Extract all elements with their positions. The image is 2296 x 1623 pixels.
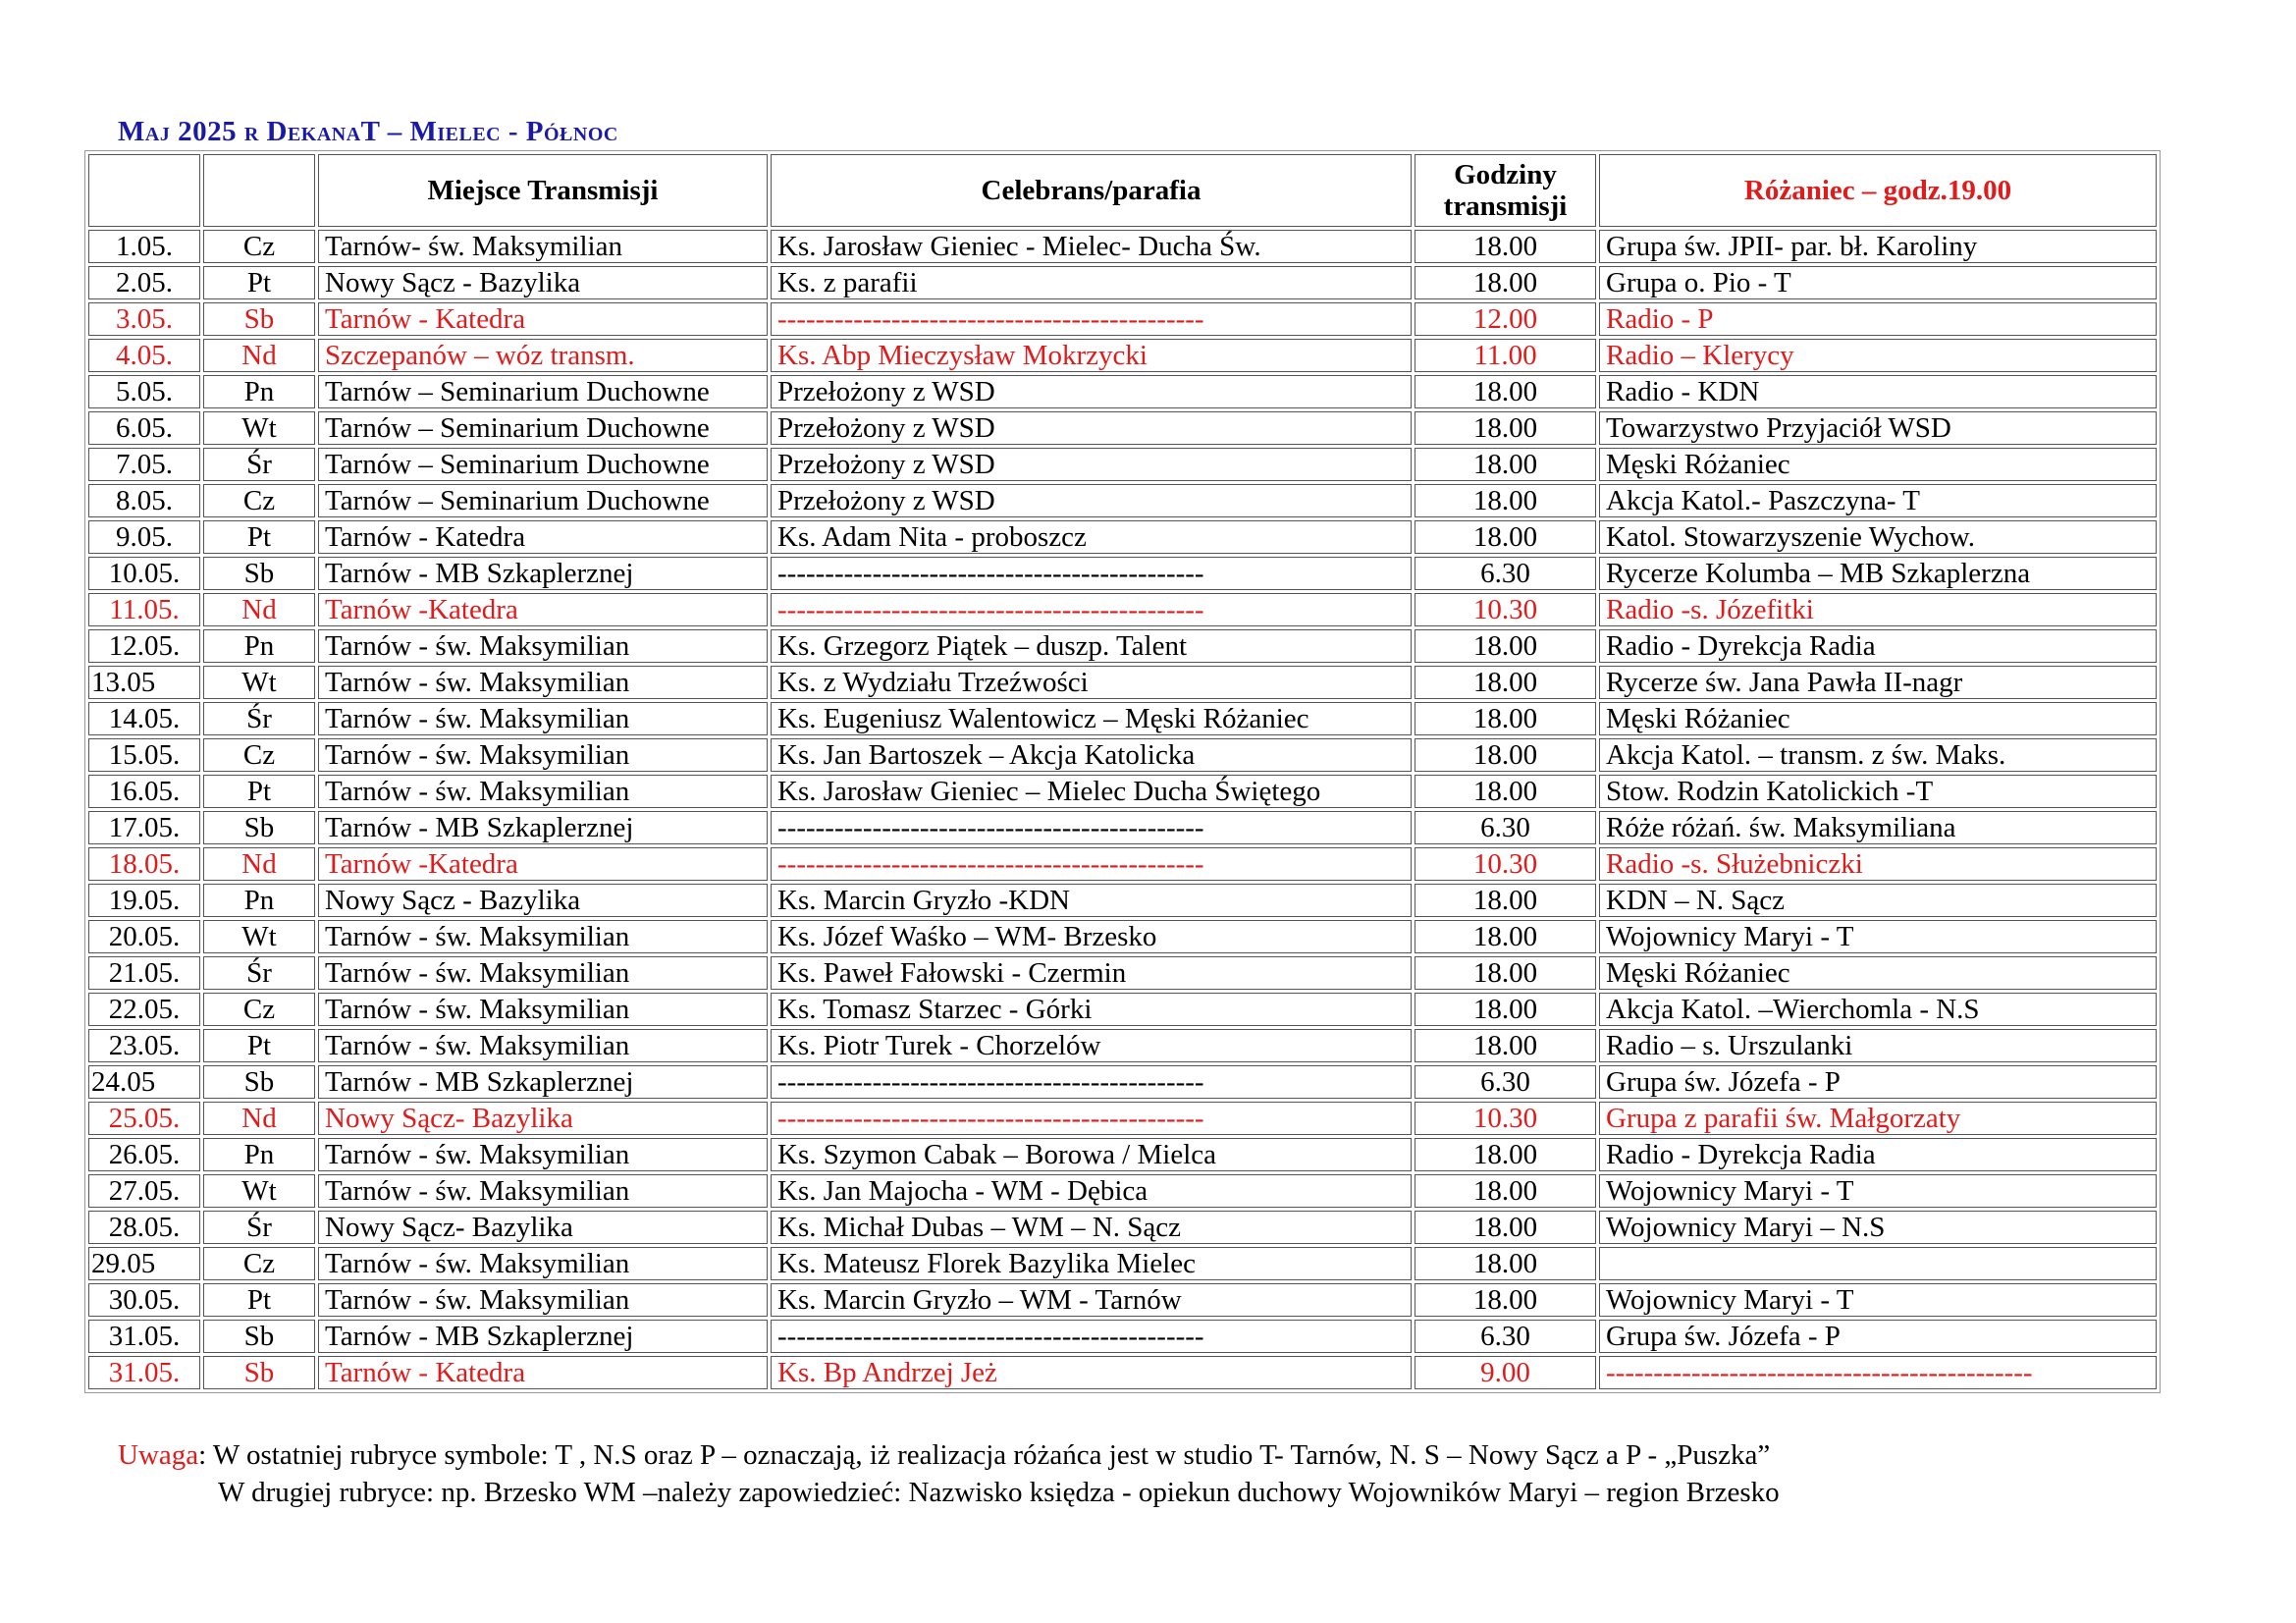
table-row: [88, 375, 2157, 408]
cell-date: 21.05.: [88, 956, 200, 990]
cell-day: Nd: [203, 593, 315, 626]
table-row: [88, 629, 2157, 663]
cell-day: Pt: [203, 520, 315, 554]
cell-time: 18.00: [1415, 520, 1596, 554]
cell-time: 18.00: [1415, 1174, 1596, 1208]
cell-time: 9.00: [1415, 1356, 1596, 1389]
cell-rosary: Radio – s. Urszulanki: [1599, 1029, 2157, 1062]
cell-date: 12.05.: [88, 629, 200, 663]
table-row: [88, 411, 2157, 445]
footnote-line-2: W drugiej rubryce: np. Brzesko WM –należy zapowiedzieć: Nazwisko księdza - opiekun duchowy Wojowników Maryi – region Brzesko: [218, 1477, 1780, 1508]
cell-date: 17.05.: [88, 811, 200, 844]
table-row: [88, 302, 2157, 336]
header-celebrant: Celebrans/parafia: [771, 154, 1412, 227]
table-row: [88, 956, 2157, 990]
cell-place: Tarnów - św. Maksymilian: [318, 1174, 768, 1208]
cell-rosary: Grupa św. Józefa - P: [1599, 1065, 2157, 1099]
cell-place: Tarnów – Seminarium Duchowne: [318, 411, 768, 445]
cell-time: 18.00: [1415, 266, 1596, 299]
cell-day: Wt: [203, 920, 315, 953]
cell-time: 18.00: [1415, 1247, 1596, 1280]
cell-day: Pn: [203, 375, 315, 408]
table-row: [88, 1065, 2157, 1099]
cell-rosary: Akcja Katol. –Wierchomla - N.S: [1599, 993, 2157, 1026]
cell-time: 18.00: [1415, 884, 1596, 917]
schedule-table: [84, 150, 2161, 1393]
cell-date: 25.05.: [88, 1102, 200, 1135]
cell-rosary: Rycerze św. Jana Pawła II-nagr: [1599, 666, 2157, 699]
cell-rosary: Grupa o. Pio - T: [1599, 266, 2157, 299]
cell-celebrant: ---------------------------------------------: [771, 1320, 1412, 1353]
cell-day: Pt: [203, 1283, 315, 1317]
table-header-row: [88, 154, 2157, 227]
cell-day: Nd: [203, 1102, 315, 1135]
cell-rosary: Akcja Katol. – transm. z św. Maks.: [1599, 738, 2157, 772]
cell-place: Tarnów - św. Maksymilian: [318, 956, 768, 990]
page-title: Maj 2025 r DekanaT – Mielec - Północ: [118, 116, 618, 147]
cell-rosary: Róże różań. św. Maksymiliana: [1599, 811, 2157, 844]
cell-time: 18.00: [1415, 775, 1596, 808]
cell-celebrant: Ks. Marcin Gryzło -KDN: [771, 884, 1412, 917]
table-row: [88, 230, 2157, 263]
cell-rosary: Wojownicy Maryi - T: [1599, 920, 2157, 953]
cell-rosary: Grupa św. JPII- par. bł. Karoliny: [1599, 230, 2157, 263]
cell-rosary: Męski Różaniec: [1599, 448, 2157, 481]
cell-place: Tarnów - św. Maksymilian: [318, 702, 768, 735]
table-row: [88, 520, 2157, 554]
table-row: [88, 266, 2157, 299]
cell-time: 18.00: [1415, 702, 1596, 735]
cell-place: Tarnów – Seminarium Duchowne: [318, 448, 768, 481]
cell-rosary: Grupa z parafii św. Małgorzaty: [1599, 1102, 2157, 1135]
cell-rosary: Radio - KDN: [1599, 375, 2157, 408]
table-row: [88, 993, 2157, 1026]
table-row: [88, 448, 2157, 481]
cell-celebrant: Ks. Adam Nita - proboszcz: [771, 520, 1412, 554]
cell-rosary: Towarzystwo Przyjaciół WSD: [1599, 411, 2157, 445]
cell-time: 11.00: [1415, 339, 1596, 372]
cell-place: Tarnów -Katedra: [318, 593, 768, 626]
cell-celebrant: Ks. Jarosław Gieniec – Mielec Ducha Świętego: [771, 775, 1412, 808]
cell-time: 18.00: [1415, 993, 1596, 1026]
cell-celebrant: Ks. Abp Mieczysław Mokrzycki: [771, 339, 1412, 372]
cell-date: 23.05.: [88, 1029, 200, 1062]
cell-place: Tarnów - MB Szkaplerznej: [318, 811, 768, 844]
cell-date: 16.05.: [88, 775, 200, 808]
cell-place: Tarnów - św. Maksymilian: [318, 1283, 768, 1317]
cell-celebrant: Ks. Piotr Turek - Chorzelów: [771, 1029, 1412, 1062]
cell-date: 18.05.: [88, 847, 200, 881]
cell-celebrant: Ks. Bp Andrzej Jeż: [771, 1356, 1412, 1389]
cell-celebrant: ---------------------------------------------: [771, 302, 1412, 336]
cell-place: Tarnów - MB Szkaplerznej: [318, 1320, 768, 1353]
cell-day: Pt: [203, 775, 315, 808]
cell-rosary: [1599, 1247, 2157, 1280]
cell-date: 24.05: [88, 1065, 200, 1099]
cell-date: 27.05.: [88, 1174, 200, 1208]
cell-rosary: KDN – N. Sącz: [1599, 884, 2157, 917]
cell-place: Nowy Sącz- Bazylika: [318, 1102, 768, 1135]
cell-date: 15.05.: [88, 738, 200, 772]
cell-place: Tarnów - św. Maksymilian: [318, 1138, 768, 1171]
cell-date: 10.05.: [88, 557, 200, 590]
footnote-text-1: : W ostatniej rubryce symbole: T , N.S oraz P – oznaczają, iż realizacja różańca jest w studio T- Tarnów, N. S – Nowy Sącz a P - „Puszka”: [198, 1439, 1771, 1471]
cell-day: Cz: [203, 484, 315, 517]
cell-date: 30.05.: [88, 1283, 200, 1317]
cell-time: 6.30: [1415, 811, 1596, 844]
cell-time: 6.30: [1415, 1320, 1596, 1353]
cell-time: 6.30: [1415, 557, 1596, 590]
cell-place: Tarnów - Katedra: [318, 302, 768, 336]
table-row: [88, 1174, 2157, 1208]
cell-place: Tarnów - św. Maksymilian: [318, 738, 768, 772]
cell-place: Tarnów - MB Szkaplerznej: [318, 1065, 768, 1099]
header-date: [88, 154, 200, 227]
cell-celebrant: Przełożony z WSD: [771, 484, 1412, 517]
cell-celebrant: Przełożony z WSD: [771, 411, 1412, 445]
cell-time: 18.00: [1415, 448, 1596, 481]
table-row: [88, 1320, 2157, 1353]
cell-celebrant: Ks. Marcin Gryzło – WM - Tarnów: [771, 1283, 1412, 1317]
cell-day: Wt: [203, 666, 315, 699]
table-row: [88, 339, 2157, 372]
cell-celebrant: Ks. Szymon Cabak – Borowa / Mielca: [771, 1138, 1412, 1171]
table-row: [88, 593, 2157, 626]
cell-day: Śr: [203, 448, 315, 481]
cell-day: Sb: [203, 557, 315, 590]
cell-celebrant: ---------------------------------------------: [771, 847, 1412, 881]
cell-day: Śr: [203, 1211, 315, 1244]
cell-time: 18.00: [1415, 738, 1596, 772]
cell-date: 1.05.: [88, 230, 200, 263]
cell-place: Tarnów - św. Maksymilian: [318, 775, 768, 808]
cell-time: 18.00: [1415, 375, 1596, 408]
cell-time: 6.30: [1415, 1065, 1596, 1099]
cell-time: 18.00: [1415, 666, 1596, 699]
header-day: [203, 154, 315, 227]
cell-place: Nowy Sącz - Bazylika: [318, 884, 768, 917]
cell-place: Tarnów - św. Maksymilian: [318, 1247, 768, 1280]
cell-date: 11.05.: [88, 593, 200, 626]
cell-day: Cz: [203, 993, 315, 1026]
table-row: [88, 1356, 2157, 1389]
cell-day: Nd: [203, 847, 315, 881]
cell-rosary: Wojownicy Maryi – N.S: [1599, 1211, 2157, 1244]
cell-place: Tarnów - MB Szkaplerznej: [318, 557, 768, 590]
cell-place: Tarnów – Seminarium Duchowne: [318, 375, 768, 408]
cell-celebrant: Ks. Jarosław Gieniec - Mielec- Ducha Św.: [771, 230, 1412, 263]
cell-day: Sb: [203, 302, 315, 336]
cell-day: Cz: [203, 230, 315, 263]
cell-time: 10.30: [1415, 1102, 1596, 1135]
header-place: Miejsce Transmisji: [318, 154, 768, 227]
cell-time: 18.00: [1415, 1211, 1596, 1244]
cell-place: Nowy Sącz- Bazylika: [318, 1211, 768, 1244]
cell-place: Tarnów - św. Maksymilian: [318, 666, 768, 699]
table-row: [88, 1102, 2157, 1135]
cell-celebrant: Ks. Michał Dubas – WM – N. Sącz: [771, 1211, 1412, 1244]
table-row: [88, 811, 2157, 844]
cell-date: 9.05.: [88, 520, 200, 554]
cell-time: 18.00: [1415, 1283, 1596, 1317]
cell-day: Wt: [203, 411, 315, 445]
cell-rosary: Radio - P: [1599, 302, 2157, 336]
cell-rosary: Katol. Stowarzyszenie Wychow.: [1599, 520, 2157, 554]
cell-date: 28.05.: [88, 1211, 200, 1244]
cell-celebrant: Ks. Józef Waśko – WM- Brzesko: [771, 920, 1412, 953]
cell-place: Tarnów - św. Maksymilian: [318, 1029, 768, 1062]
cell-rosary: Męski Różaniec: [1599, 956, 2157, 990]
cell-celebrant: Przełożony z WSD: [771, 448, 1412, 481]
cell-date: 22.05.: [88, 993, 200, 1026]
cell-place: Tarnów -Katedra: [318, 847, 768, 881]
table-row: [88, 702, 2157, 735]
cell-date: 2.05.: [88, 266, 200, 299]
cell-date: 7.05.: [88, 448, 200, 481]
cell-time: 18.00: [1415, 230, 1596, 263]
cell-place: Tarnów - św. Maksymilian: [318, 920, 768, 953]
cell-celebrant: ---------------------------------------------: [771, 1065, 1412, 1099]
cell-celebrant: ---------------------------------------------: [771, 811, 1412, 844]
table-row: [88, 775, 2157, 808]
cell-rosary: Radio -s. Józefitki: [1599, 593, 2157, 626]
cell-day: Śr: [203, 956, 315, 990]
cell-date: 20.05.: [88, 920, 200, 953]
cell-celebrant: Ks. Eugeniusz Walentowicz – Męski Różaniec: [771, 702, 1412, 735]
table-row: [88, 1138, 2157, 1171]
cell-date: 14.05.: [88, 702, 200, 735]
cell-rosary: Rycerze Kolumba – MB Szkaplerzna: [1599, 557, 2157, 590]
cell-date: 5.05.: [88, 375, 200, 408]
header-rosary: Różaniec – godz.19.00: [1599, 154, 2157, 227]
table-row: [88, 666, 2157, 699]
cell-date: 26.05.: [88, 1138, 200, 1171]
cell-time: 10.30: [1415, 593, 1596, 626]
cell-place: Tarnów - św. Maksymilian: [318, 993, 768, 1026]
cell-rosary: ---------------------------------------------: [1599, 1356, 2157, 1389]
cell-date: 29.05: [88, 1247, 200, 1280]
cell-rosary: Akcja Katol.- Paszczyna- T: [1599, 484, 2157, 517]
cell-day: Cz: [203, 738, 315, 772]
table-row: [88, 738, 2157, 772]
cell-place: Tarnów - św. Maksymilian: [318, 629, 768, 663]
cell-celebrant: Ks. z parafii: [771, 266, 1412, 299]
table-row: [88, 484, 2157, 517]
table-row: [88, 1029, 2157, 1062]
cell-day: Pn: [203, 629, 315, 663]
cell-rosary: Wojownicy Maryi - T: [1599, 1283, 2157, 1317]
cell-rosary: Radio – Klerycy: [1599, 339, 2157, 372]
cell-date: 31.05.: [88, 1320, 200, 1353]
cell-rosary: Radio - Dyrekcja Radia: [1599, 1138, 2157, 1171]
cell-celebrant: Ks. Jan Majocha - WM - Dębica: [771, 1174, 1412, 1208]
footnote-line-1: [118, 1439, 1770, 1472]
cell-rosary: Grupa św. Józefa - P: [1599, 1320, 2157, 1353]
cell-day: Pt: [203, 266, 315, 299]
cell-time: 18.00: [1415, 484, 1596, 517]
cell-time: 18.00: [1415, 956, 1596, 990]
cell-place: Tarnów – Seminarium Duchowne: [318, 484, 768, 517]
cell-celebrant: ---------------------------------------------: [771, 593, 1412, 626]
cell-day: Pn: [203, 1138, 315, 1171]
footnote-label: Uwaga: [118, 1439, 199, 1471]
table-row: [88, 884, 2157, 917]
table-row: [88, 1211, 2157, 1244]
cell-date: 19.05.: [88, 884, 200, 917]
cell-celebrant: Ks. Tomasz Starzec - Górki: [771, 993, 1412, 1026]
cell-day: Pt: [203, 1029, 315, 1062]
cell-place: Szczepanów – wóz transm.: [318, 339, 768, 372]
cell-day: Sb: [203, 811, 315, 844]
cell-celebrant: ---------------------------------------------: [771, 1102, 1412, 1135]
cell-time: 18.00: [1415, 411, 1596, 445]
cell-time: 18.00: [1415, 1029, 1596, 1062]
header-time-line2: transmisji: [1443, 190, 1568, 222]
cell-time: 12.00: [1415, 302, 1596, 336]
cell-date: 4.05.: [88, 339, 200, 372]
cell-rosary: Stow. Rodzin Katolickich -T: [1599, 775, 2157, 808]
table-row: [88, 920, 2157, 953]
cell-day: Wt: [203, 1174, 315, 1208]
cell-date: 31.05.: [88, 1356, 200, 1389]
cell-rosary: Radio -s. Służebniczki: [1599, 847, 2157, 881]
cell-celebrant: Ks. z Wydziału Trzeźwości: [771, 666, 1412, 699]
cell-rosary: Radio - Dyrekcja Radia: [1599, 629, 2157, 663]
cell-celebrant: Ks. Mateusz Florek Bazylika Mielec: [771, 1247, 1412, 1280]
cell-date: 8.05.: [88, 484, 200, 517]
header-time-line1: Godziny: [1454, 159, 1557, 190]
cell-celebrant: ---------------------------------------------: [771, 557, 1412, 590]
table-row: [88, 1283, 2157, 1317]
cell-date: 3.05.: [88, 302, 200, 336]
cell-day: Sb: [203, 1065, 315, 1099]
cell-day: Śr: [203, 702, 315, 735]
cell-day: Sb: [203, 1356, 315, 1389]
table-row: [88, 557, 2157, 590]
table-row: [88, 1247, 2157, 1280]
cell-place: Tarnów- św. Maksymilian: [318, 230, 768, 263]
cell-rosary: Męski Różaniec: [1599, 702, 2157, 735]
cell-place: Tarnów - Katedra: [318, 1356, 768, 1389]
cell-celebrant: Ks. Grzegorz Piątek – duszp. Talent: [771, 629, 1412, 663]
cell-day: Pn: [203, 884, 315, 917]
cell-date: 13.05: [88, 666, 200, 699]
cell-date: 6.05.: [88, 411, 200, 445]
cell-time: 18.00: [1415, 1138, 1596, 1171]
cell-day: Sb: [203, 1320, 315, 1353]
cell-time: 10.30: [1415, 847, 1596, 881]
cell-celebrant: Ks. Jan Bartoszek – Akcja Katolicka: [771, 738, 1412, 772]
cell-place: Nowy Sącz - Bazylika: [318, 266, 768, 299]
header-time: [1415, 154, 1596, 227]
cell-time: 18.00: [1415, 920, 1596, 953]
cell-time: 18.00: [1415, 629, 1596, 663]
table-row: [88, 847, 2157, 881]
cell-day: Nd: [203, 339, 315, 372]
cell-rosary: Wojownicy Maryi - T: [1599, 1174, 2157, 1208]
cell-day: Cz: [203, 1247, 315, 1280]
cell-celebrant: Przełożony z WSD: [771, 375, 1412, 408]
cell-celebrant: Ks. Paweł Fałowski - Czermin: [771, 956, 1412, 990]
cell-place: Tarnów - Katedra: [318, 520, 768, 554]
